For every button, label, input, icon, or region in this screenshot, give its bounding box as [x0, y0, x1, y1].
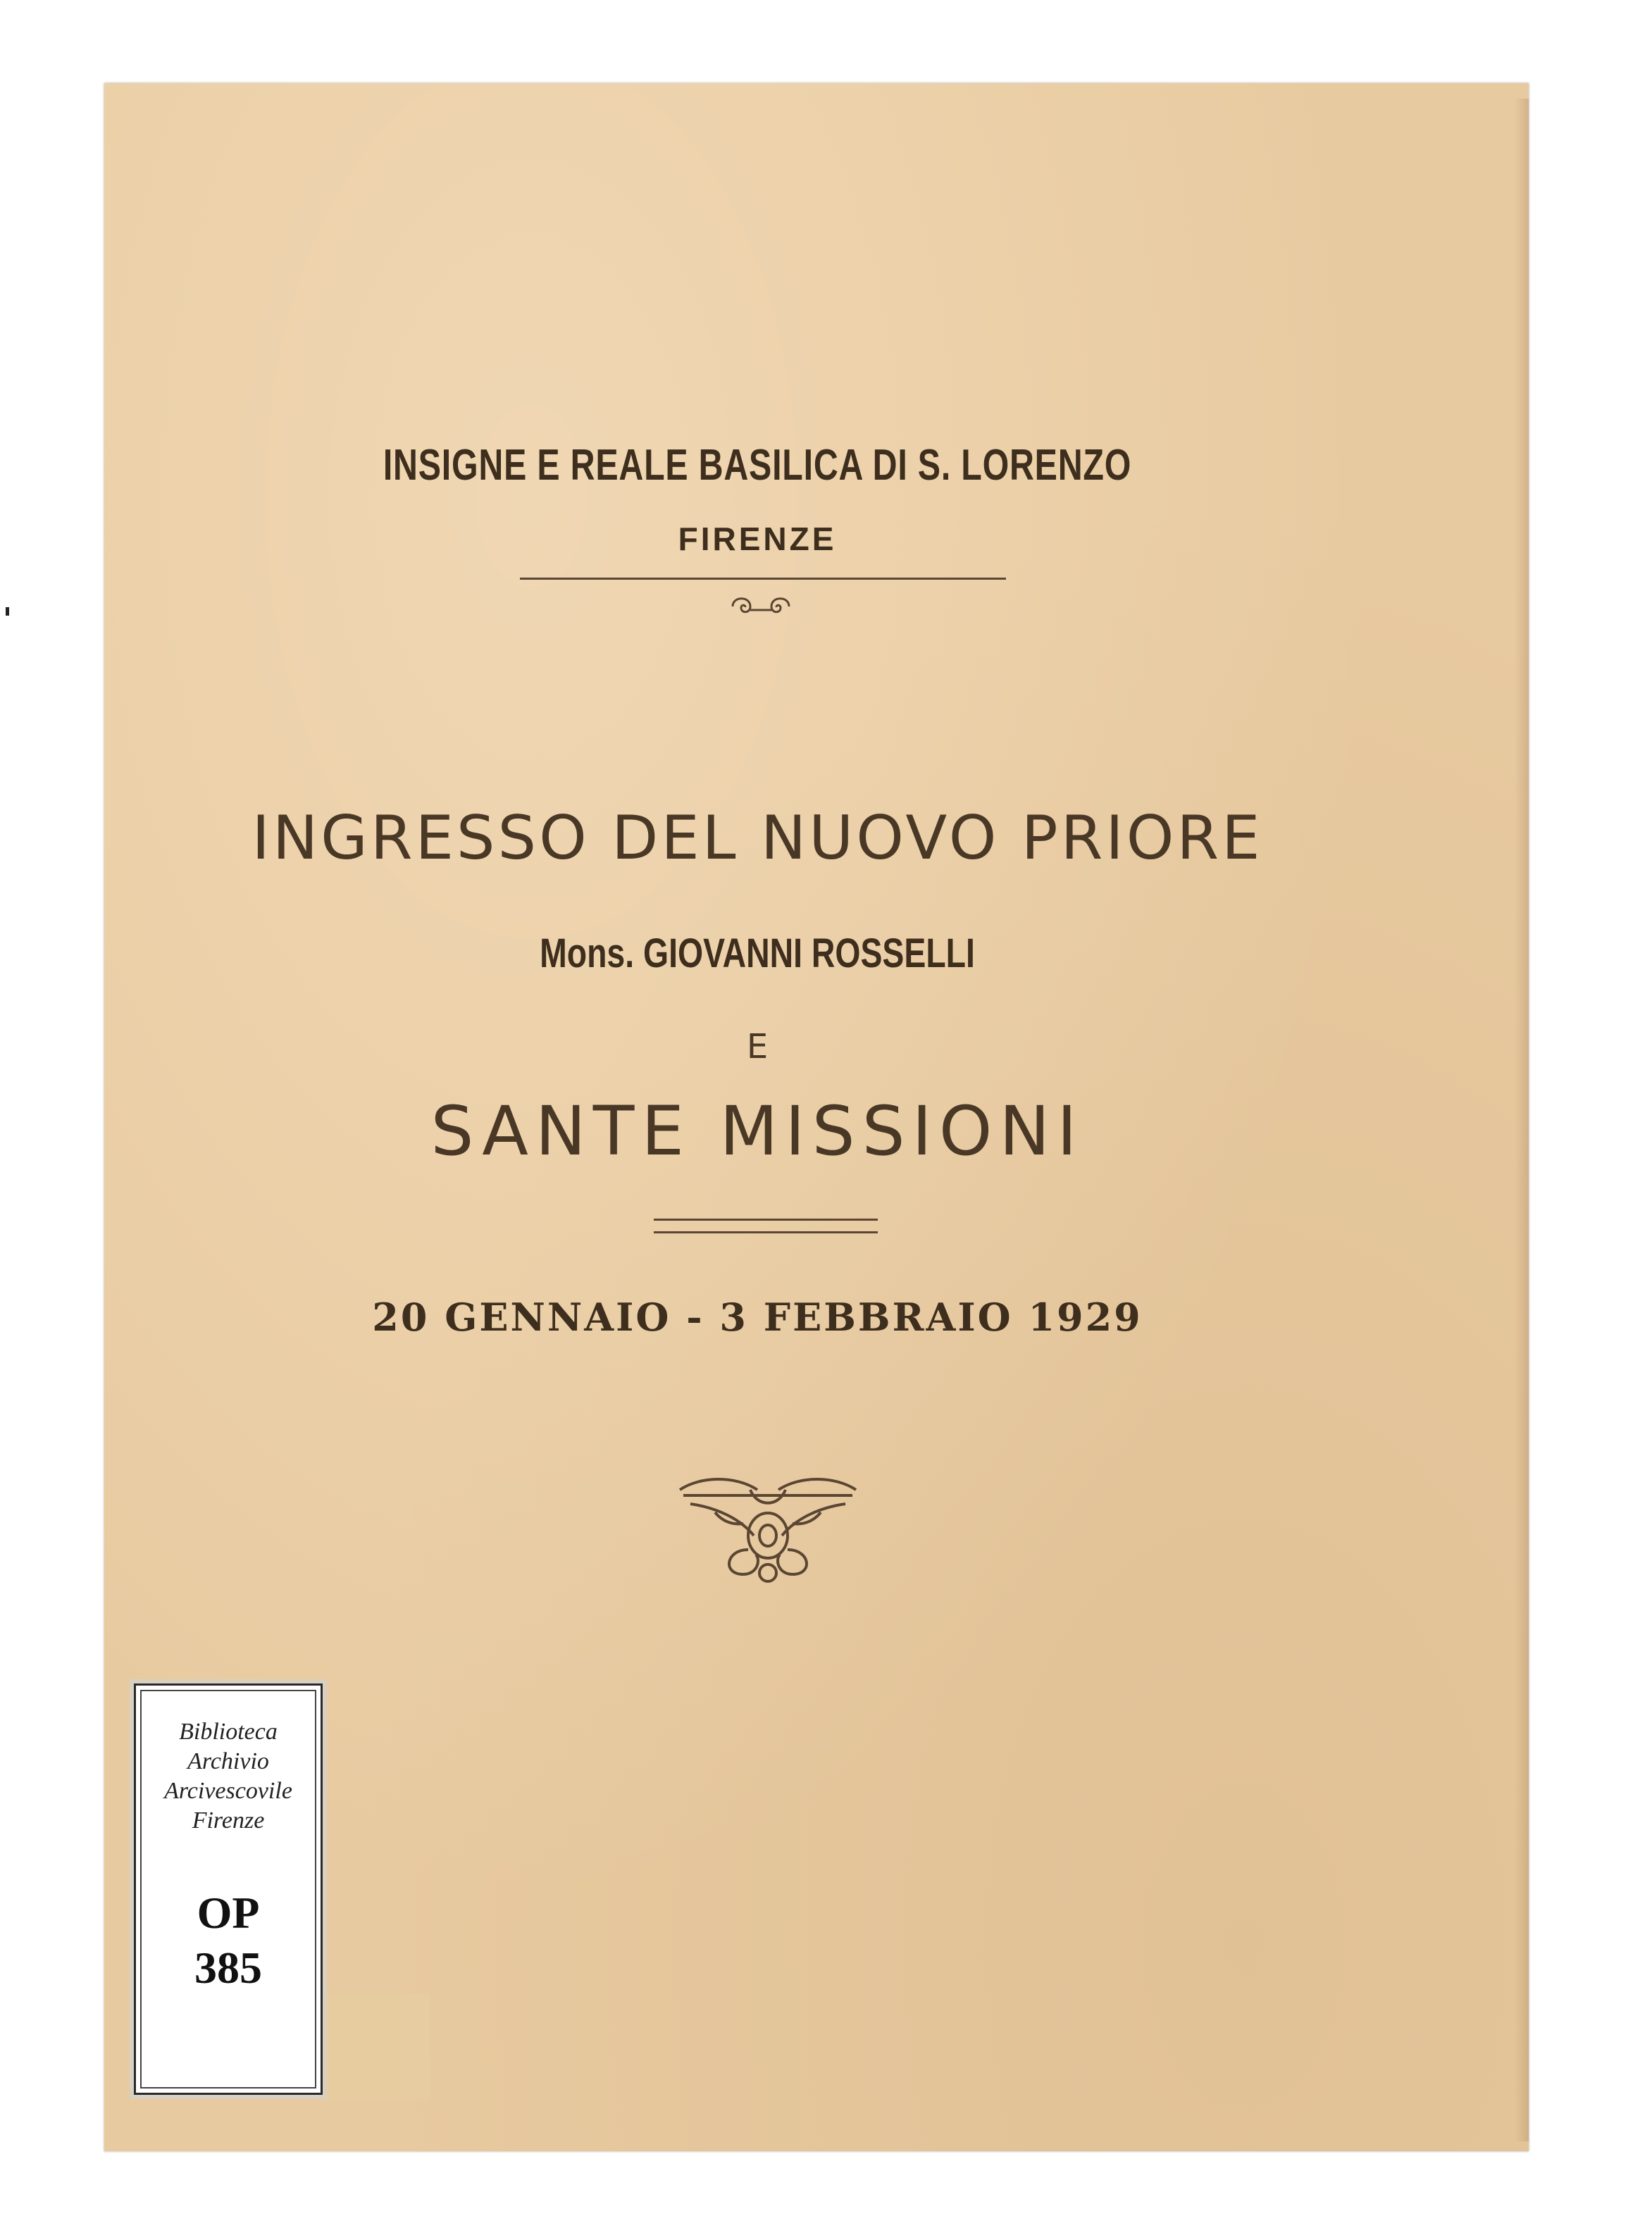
event-title: SANTE MISSIONI	[430, 1092, 1084, 1171]
institution-heading: INSIGNE E REALE BASILICA DI S. LORENZO	[383, 441, 1132, 490]
double-rule-bottom	[654, 1231, 878, 1233]
floral-ornament-icon	[673, 1469, 863, 1588]
header-rule	[520, 578, 1006, 580]
main-title: INGRESSO DEL NUOVO PRIORE	[251, 803, 1263, 873]
double-rule-top	[654, 1219, 878, 1221]
label-line-archdiocesan: Arcivescovile	[164, 1778, 292, 1804]
shelf-number: 385	[194, 1943, 262, 1993]
person-name: Mons. GIOVANNI ROSSELLI	[540, 930, 975, 976]
label-line-city: Firenze	[192, 1807, 265, 1834]
shelf-prefix: OP	[197, 1888, 260, 1938]
page-edge	[1515, 99, 1529, 2141]
label-line-library: Biblioteca	[179, 1719, 278, 1745]
scan-speck	[6, 607, 9, 616]
label-line-archive: Archivio	[187, 1748, 269, 1774]
swirl-ornament-icon	[726, 589, 796, 624]
date-range: 20 GENNAIO - 3 FEBBRAIO 1929	[372, 1295, 1143, 1340]
conjunction: E	[746, 1027, 769, 1066]
library-shelf-label	[134, 1683, 323, 2095]
city-heading: FIRENZE	[678, 521, 837, 557]
tape-mark	[324, 1993, 430, 2099]
